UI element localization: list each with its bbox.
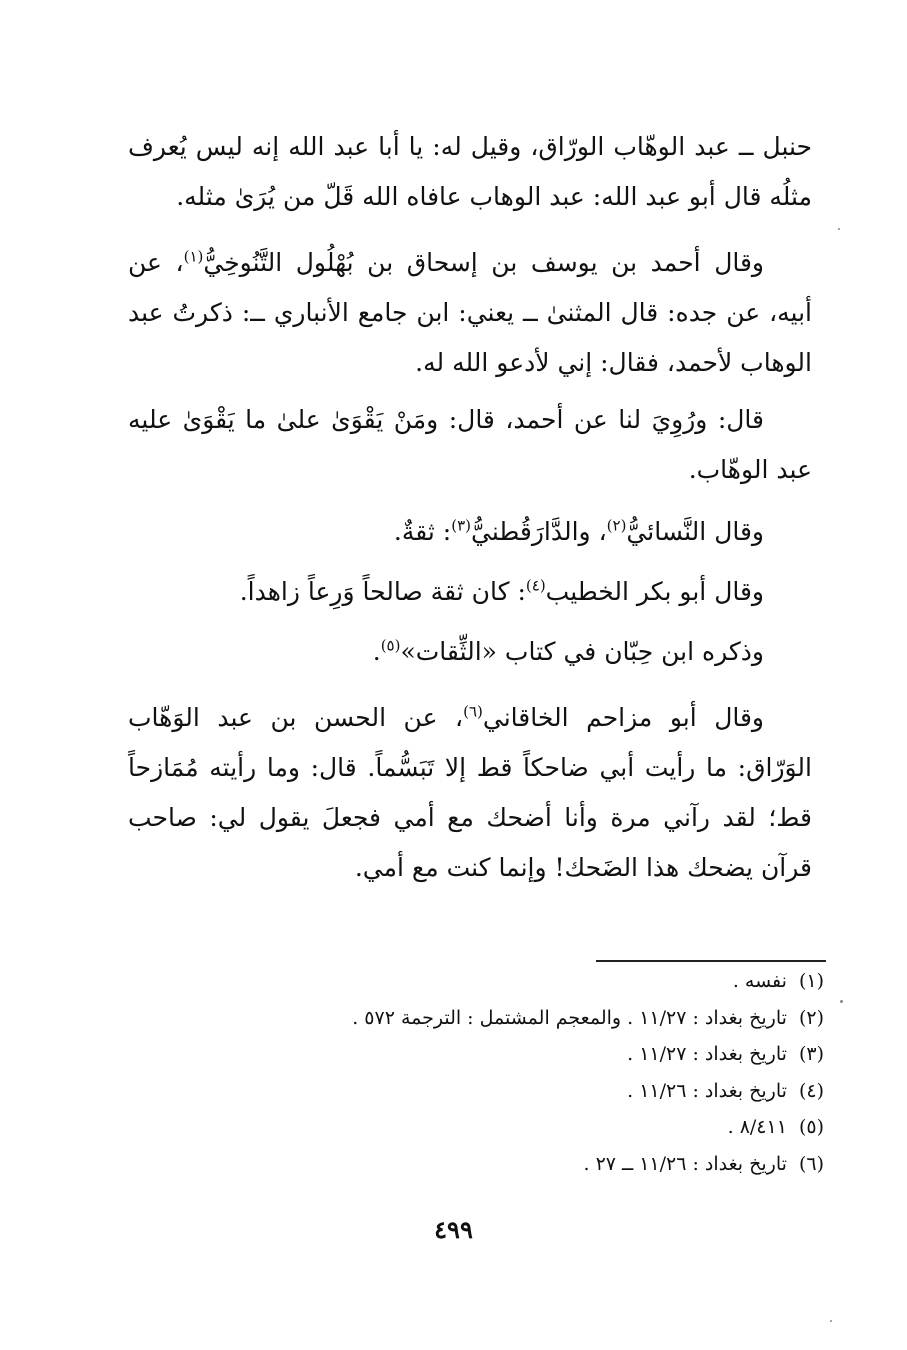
footnote-number: (٤) bbox=[798, 1079, 824, 1102]
scan-speck bbox=[840, 1000, 843, 1003]
paragraph-4 bbox=[128, 507, 812, 557]
scan-speck bbox=[830, 1320, 832, 1322]
paragraph-5-text-a: وقال أبو بكر الخطيب bbox=[545, 577, 764, 606]
footnote-ref-3: (٣) bbox=[451, 516, 471, 535]
footnote-number: (٥) bbox=[798, 1116, 824, 1138]
scan-speck bbox=[838, 228, 840, 230]
footnote-ref-2: (٢) bbox=[606, 516, 627, 535]
footnote-text: تاريخ بغداد : ١١/٢٧ . bbox=[627, 1043, 787, 1065]
footnote-ref-1: (١) bbox=[183, 247, 204, 266]
paragraph-2 bbox=[128, 238, 812, 388]
footnote-text: نفسه . bbox=[732, 970, 787, 992]
footnote-text: تاريخ بغداد : ١١/٢٦ ــ ٢٧ . bbox=[583, 1152, 787, 1175]
footnote-number: (٦) bbox=[798, 1152, 824, 1175]
paragraph-3-block bbox=[128, 395, 812, 495]
footnote-text: تاريخ بغداد : ١١/٢٦ . bbox=[627, 1079, 787, 1102]
paragraph-4-block bbox=[128, 507, 812, 557]
footnote-item bbox=[120, 1000, 824, 1037]
footnote-text: تاريخ بغداد : ١١/٢٧ . والمعجم المشتمل : الترجمة ٥٧٢ . bbox=[352, 1006, 787, 1029]
footnote-text: ٨/٤١١ . bbox=[727, 1116, 787, 1138]
paragraph-5-block bbox=[128, 567, 812, 617]
paragraph-4-text-c: : ثقةٌ. bbox=[393, 517, 452, 546]
footnote-item bbox=[120, 963, 824, 1000]
paragraph-6-block bbox=[128, 627, 812, 677]
paragraph-6-text-a: وذكره ابن حِبّان في كتاب «الثِّقات» bbox=[400, 637, 764, 666]
paragraph-2-text-a: وقال أحمد بن يوسف بن إسحاق بن بُهْلُول التَّنُوخِيُّ bbox=[203, 248, 764, 277]
footnote-ref-5: (٥) bbox=[380, 636, 401, 655]
footnote-number: (٢) bbox=[798, 1006, 824, 1029]
paragraph-7-text-b: ، عن الحسن بن عبد الوَهّاب الوَرّاق: ما رأيت أبي ضاحكاً قط إلا تَبَسُّماً. قال: وما رأيته مُمَازحاً قط؛ لقد رآني مرة وأنا أضحك مع أمي فجعلَ يقول لي: صاحب قرآن يضحك هذا الضَحك! وإنما كنت مع أمي. bbox=[128, 703, 812, 882]
paragraph-7-text-a: وقال أبو مزاحم الخاقاني bbox=[482, 703, 764, 732]
paragraph-4-text-a: وقال النَّسائيُّ bbox=[626, 517, 764, 546]
paragraph-1: حنبل ــ عبد الوهّاب الورّاق، وقيل له: يا أبا عبد الله إنه ليس يُعرف مثلُه قال أبو عبد الله: عبد الوهاب عافاه الله قَلّ من يُرَىٰ مثله. bbox=[128, 132, 812, 211]
footnote-item bbox=[120, 1109, 824, 1146]
footnotes bbox=[120, 963, 824, 1182]
footnote-ref-4: (٤) bbox=[525, 576, 546, 595]
footnote-separator bbox=[596, 960, 826, 962]
paragraph-4-text-b: ، والدَّارَقُطنيُّ bbox=[471, 517, 607, 546]
paragraph-7 bbox=[128, 693, 812, 893]
footnote-number: (٣) bbox=[798, 1043, 824, 1065]
page-number: ٤٩٩ bbox=[434, 1215, 473, 1244]
footnote-item bbox=[120, 1036, 824, 1073]
paragraph-6-text-b: . bbox=[372, 637, 381, 666]
footnote-item bbox=[120, 1073, 824, 1110]
footnote-ref-6: (٦) bbox=[463, 702, 483, 721]
footnote-item bbox=[120, 1146, 824, 1183]
paragraph-3: قال: ورُوِيَ لنا عن أحمد، قال: ومَنْ يَقْوَىٰ علىٰ ما يَقْوَىٰ عليه عبد الوهّاب. bbox=[128, 405, 812, 484]
paragraph-7-block bbox=[128, 693, 812, 893]
paragraph-1-block bbox=[128, 122, 812, 222]
paragraph-5 bbox=[128, 567, 812, 617]
footnote-number: (١) bbox=[798, 970, 824, 992]
paragraph-2-block bbox=[128, 238, 812, 388]
paragraph-6 bbox=[128, 627, 812, 677]
paragraph-5-text-b: : كان ثقة صالحاً وَرِعاً زاهداً. bbox=[239, 577, 526, 606]
paragraph-2-text-b: ، عن أبيه، عن جده: قال المثنىٰ ــ يعني: ابن جامع الأنباري ــ: ذكرتُ عبد الوهاب لأحمد، فقال: إني لأدعو الله له. bbox=[128, 248, 812, 377]
